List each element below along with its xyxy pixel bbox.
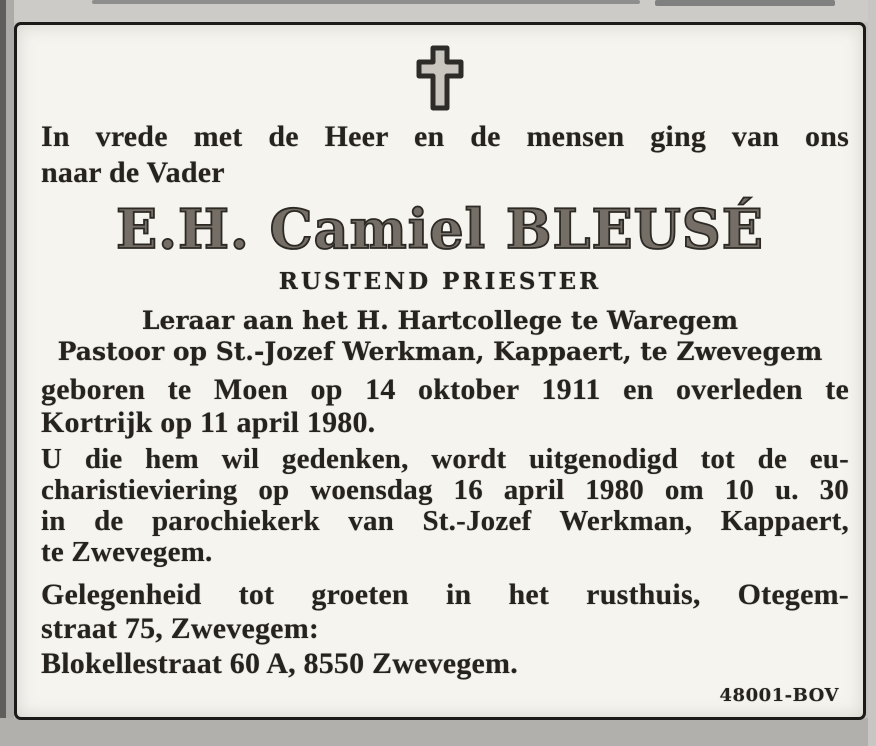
scan-bottom-strip — [0, 718, 876, 746]
birth-death-line: geboren te Moen op 14 oktober 1911 en overleden te — [41, 373, 849, 406]
birth-death-line: Kortrijk op 11 april 1980. — [41, 406, 376, 439]
intro-line: naar de Vader — [41, 156, 225, 189]
condolence-line: Gelegenheid tot groeten in het rusthuis, Otegem- — [41, 578, 849, 611]
intro-line: In vrede met de Heer en de mensen ging van ons — [41, 120, 849, 153]
service-line: in de parochiekerk van St.-Jozef Werkman, Kappaert, — [41, 505, 849, 537]
scan-left-band-light — [6, 0, 14, 746]
print-code: 48001-BOV — [719, 685, 839, 706]
service-line: U die hem wil gedenken, wordt uitgenodigd tot de eu- — [41, 443, 849, 475]
scan-edge-mark — [655, 0, 835, 6]
intro-paragraph — [41, 119, 849, 191]
memorial-card — [14, 22, 866, 720]
role-line: Leraar aan het H. Hartcollege te Waregem — [141, 306, 739, 335]
scan-edge-mark — [92, 0, 640, 4]
condolence-paragraph — [41, 578, 849, 646]
service-line: te Zwevegem. — [41, 536, 213, 568]
birth-death-paragraph — [41, 373, 849, 439]
condolence-line: straat 75, Zwevegem: — [41, 612, 320, 645]
address-line: Blokellestraat 60 A, 8550 Zwevegem. — [41, 647, 518, 680]
cross-icon — [17, 45, 863, 111]
deceased-title: RUSTEND PRIESTER — [278, 268, 602, 295]
service-paragraph — [41, 444, 849, 568]
service-line: charistieviering op woensdag 16 april 1980 om 10 u. 30 — [41, 474, 849, 506]
deceased-name: E.H. Camiel BLEUSÉ — [116, 197, 764, 261]
scan-right-strip — [868, 0, 876, 746]
role-line: Pastoor op St.-Jozef Werkman, Kappaert, te Zwevegem — [57, 337, 823, 366]
